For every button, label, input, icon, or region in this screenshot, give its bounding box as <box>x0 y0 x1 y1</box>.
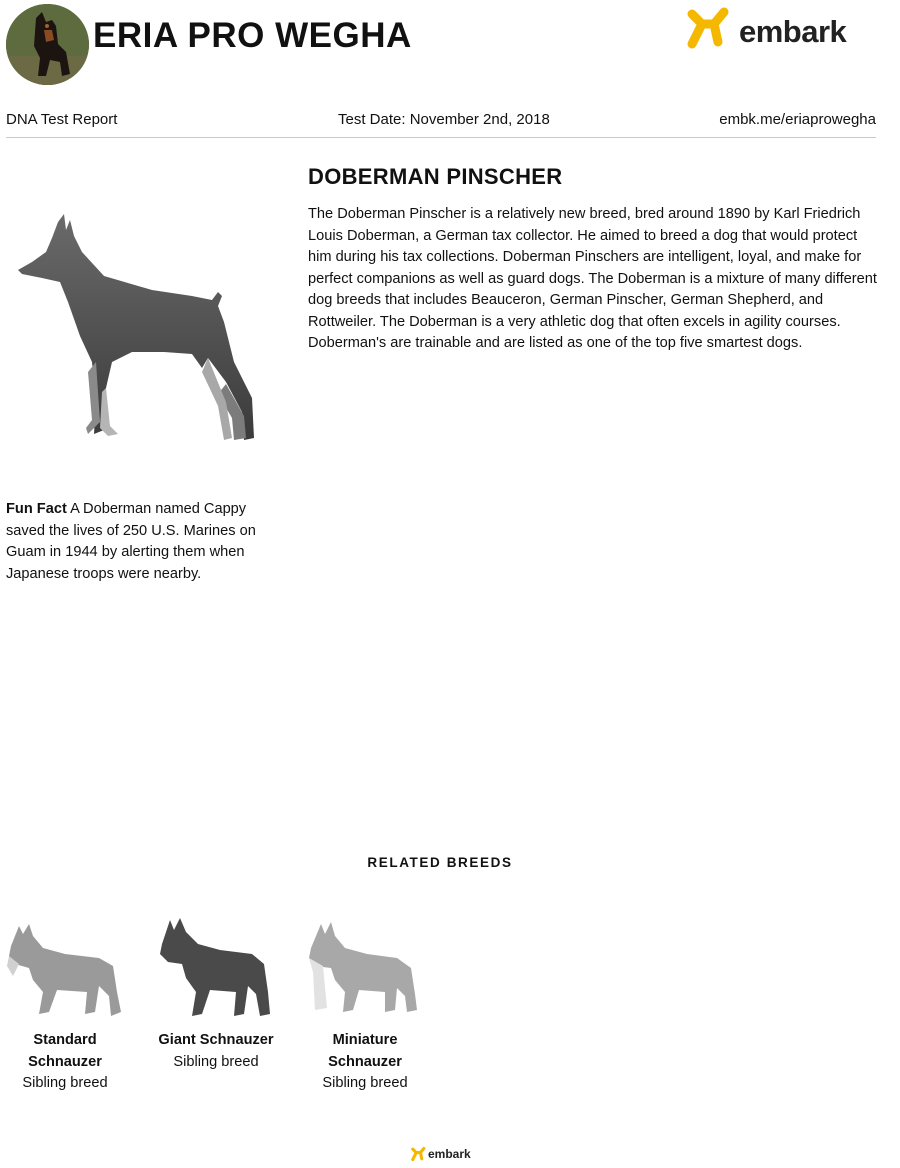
related-breed-card[interactable] <box>300 912 430 1095</box>
header-divider <box>6 137 876 138</box>
related-breeds-heading: RELATED BREEDS <box>367 855 513 870</box>
embark-logo-text: embark <box>739 14 847 49</box>
doberman-illustration <box>12 212 262 448</box>
related-breed-name: Giant Schnauzer <box>158 1032 274 1048</box>
related-breed-relation: Sibling breed <box>322 1075 408 1091</box>
related-breed-relation: Sibling breed <box>173 1053 259 1070</box>
standard-schnauzer-illustration <box>5 912 125 1022</box>
fun-fact-label: Fun Fact <box>6 501 67 517</box>
related-breed-name: Standard Schnauzer <box>28 1032 102 1070</box>
breed-title: DOBERMAN PINSCHER <box>308 164 563 189</box>
related-breed-name: Miniature Schnauzer <box>328 1032 402 1070</box>
miniature-schnauzer-illustration <box>305 912 425 1022</box>
footer-embark-logo <box>410 1145 474 1165</box>
breed-description: The Doberman Pinscher is a relatively new breed, bred around 1890 by Karl Friedrich Louis Doberman, a German tax collector. He aimed to breed a dog that would protect him during his tax collections. Doberman Pinschers are intelligent, loyal, and make for perfect companions as well as guard dogs. The Doberman is a mixture of many different dog breeds that includes Beauceron, German Pinscher, German Shepherd, and Rottweiler. The Doberman is a very athletic dog that often excels in agility courses. Doberman's are trainable and are listed as one of the top five smartest dogs. <box>308 206 877 351</box>
footer-logo-text: embark <box>428 1147 471 1161</box>
related-breed-card[interactable] <box>151 912 281 1073</box>
profile-link[interactable]: embk.me/eriaprowegha <box>719 111 876 128</box>
embark-mark-icon <box>410 1145 428 1163</box>
dog-photo <box>6 4 89 85</box>
embark-logo <box>684 2 876 54</box>
fun-fact-text: A Doberman named Cappy saved the lives of 250 U.S. Marines on Guam in 1944 by alerting them when Japanese troops were nearby. <box>6 501 256 582</box>
dog-name-title: ERIA PRO WEGHA <box>93 16 412 55</box>
test-date: Test Date: November 2nd, 2018 <box>338 111 550 128</box>
report-type: DNA Test Report <box>6 111 118 128</box>
related-breed-card[interactable] <box>0 912 130 1095</box>
dog-avatar <box>6 4 89 85</box>
giant-schnauzer-illustration <box>156 912 276 1022</box>
related-breed-relation: Sibling breed <box>22 1075 108 1091</box>
embark-mark-icon <box>684 2 736 54</box>
fun-fact <box>6 499 276 585</box>
